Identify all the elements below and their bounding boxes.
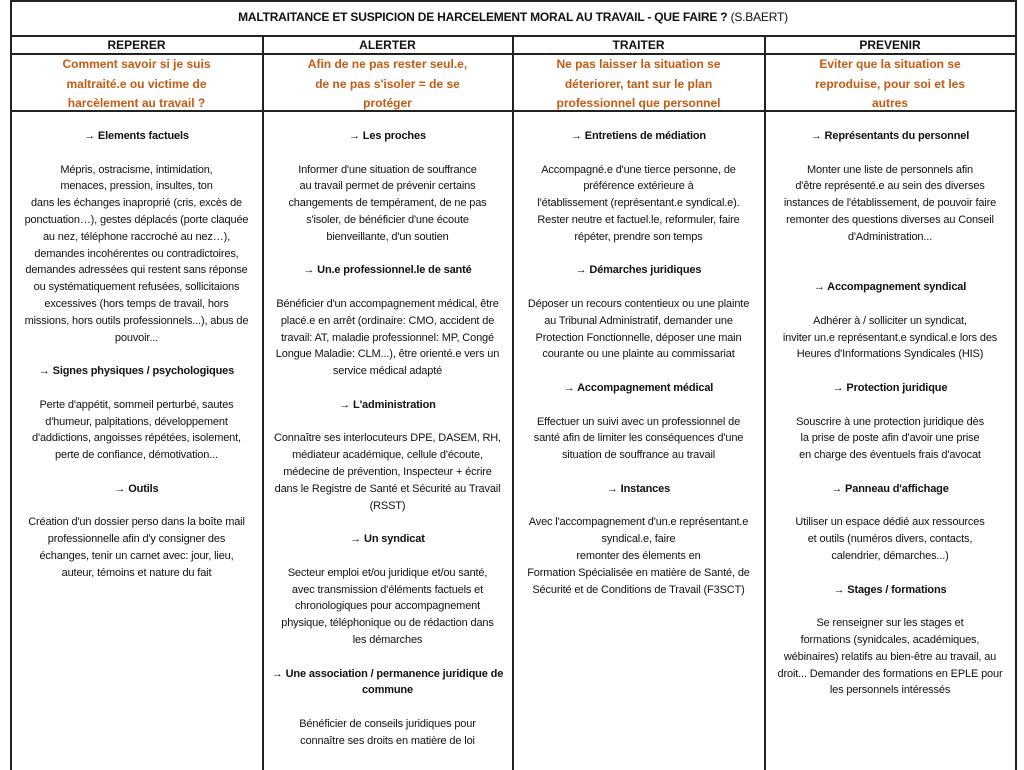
column-body-prevenir (765, 0, 1015, 770)
body-text-line (11, 464, 262, 481)
body-text-line: perte de confiance, démotivation... (55, 449, 218, 462)
body-text-line: remonter des questions diverses au Conseil (786, 214, 994, 226)
section-heading: commune (362, 684, 413, 697)
body-text-line (513, 498, 764, 515)
body-text-line: Perte d'appétit, sommeil perturbé, sautes (39, 398, 234, 411)
section-heading: → Entretiens de médiation (571, 130, 706, 142)
body-text-line: physique, téléphonique ou de rédaction dans (281, 617, 494, 630)
body-text-line: chronologiques pour accompagnement (294, 600, 481, 613)
body-text-line: les personnels intéressés (829, 684, 951, 697)
body-text-line: remonter des élements en (576, 550, 701, 562)
body-text-line: demandes incohérentes ou contradictoires, (34, 247, 239, 260)
body-text-line: Adhérer à / solliciter un syndicat, (813, 314, 967, 327)
body-text-line: préférence extérieure à (583, 180, 694, 193)
section-heading: → Représentants du personnel (810, 130, 970, 142)
body-text-line: (RSST) (369, 499, 406, 512)
body-text-line (765, 397, 1015, 414)
section-heading: → Un syndicat (350, 533, 425, 546)
body-text-line (11, 498, 262, 515)
body-text-line (765, 296, 1015, 313)
body-text-line (765, 246, 1015, 263)
section-heading: → Une association / permanence juridique de (271, 667, 504, 680)
body-text-line (11, 145, 262, 162)
body-text-line: répéter, prendre son temps (574, 230, 703, 243)
body-text-line (513, 397, 764, 414)
body-text-line: Déposer un recours contentieux ou une plainte (527, 298, 750, 310)
body-text-line (263, 279, 512, 296)
body-text-line: au Tribunal Administratif, demander une (544, 314, 733, 327)
body-text-line: dans le Registre de Santé et Sécurité au Travail (274, 482, 501, 495)
body-text-line: Utiliser un espace dédié aux ressources (795, 516, 985, 529)
column-body-reperer (11, 0, 262, 770)
body-text-line (263, 246, 512, 263)
body-text-line: Bénéficier d'un accompagnement médical, être (276, 298, 499, 310)
body-text-line (263, 414, 512, 431)
body-text-line: d'Administration... (847, 230, 933, 243)
body-text-line (11, 346, 262, 363)
body-text-line: les démarches (352, 634, 423, 646)
body-text-line (765, 464, 1015, 481)
body-text-line: d'addictions, angoisses répétées, isolement, (32, 432, 241, 445)
body-text-line: avec transmission d'éléments factuels et (291, 583, 484, 596)
body-text-line: bienveillante, d'un soutien (326, 230, 449, 243)
body-text-line: Monter une liste de personnels afin (807, 163, 973, 176)
subtitle-line: harcèlement au travail ? (67, 96, 206, 110)
table-border-right (1015, 0, 1017, 770)
body-text-line (765, 498, 1015, 515)
column-header-traiter: TRAITER (612, 38, 665, 52)
body-text-line (765, 598, 1015, 615)
body-text-line: Connaître ses interlocuteurs DPE, DASEM, RH, (274, 432, 501, 445)
body-text-line: santé afin de limiter les conséquences d'une (533, 432, 744, 445)
body-text-line: ponctuation…), gestes déplacés (porte claquée (24, 214, 249, 226)
body-text-line (11, 380, 262, 397)
subtitle-line: Ne pas laisser la situation se (556, 57, 721, 71)
column-body-traiter (513, 0, 764, 770)
body-text-line (263, 548, 512, 565)
subtitle-line: professionnel que personnel (556, 96, 721, 110)
body-text-line: service médical adapté (332, 365, 443, 378)
body-text-line: travail: AT, maladie professionnel: MP, Congé (281, 331, 494, 344)
section-heading: → Les proches (349, 130, 426, 142)
body-text-line: échanges, tenir un carnet avec: jour, lieu, (39, 550, 234, 562)
body-text-line: courante ou une plainte au commissariat (542, 348, 735, 361)
body-text-line (263, 380, 512, 397)
section-heading: → Accompagnement syndical (813, 281, 967, 294)
body-text-line (765, 145, 1015, 162)
body-text-line (263, 649, 512, 666)
body-text-line: Protection Fonctionnelle, déposer une main (535, 331, 742, 344)
body-text-line: Avec l'accompagnement d'un.e représentant.e (528, 516, 749, 529)
body-text-line: connaître ses droits en matière de loi (300, 734, 475, 747)
body-text-line: d'être représenté.e au sein des diverses (795, 180, 985, 193)
column-body-alerter (263, 0, 512, 770)
section-heading: → Accompagnement médical (563, 382, 714, 394)
body-text-line (513, 279, 764, 296)
column-header-prevenir: PREVENIR (859, 38, 921, 52)
body-text-line: Se renseigner sur les stages et (816, 617, 964, 630)
body-text-line: auteur, témoins et nature du fait (61, 566, 212, 579)
body-text-line: droit... Demander des formations en EPLE pour (777, 667, 1003, 680)
body-text-line (263, 699, 512, 716)
body-text-line: Formation Spécialisée en matière de Santé, de (527, 566, 750, 579)
body-text-line: Secteur emploi et/ou juridique et/ou santé, (287, 566, 488, 579)
section-heading: → Stages / formations (833, 583, 947, 596)
body-text-line: missions, hors outils professionnels...), abus de (24, 314, 249, 327)
body-text-line: d'humeur, palpitations, développement (45, 415, 228, 428)
body-text-line: placé.e en arrêt (ordinaire: CMO, accident de (280, 314, 495, 327)
subtitle-line: de ne pas s'isoler = de se (315, 76, 460, 91)
body-text-line: l'établissement (représentant.e syndical.e). (537, 197, 740, 210)
section-heading: → Instances (606, 482, 671, 495)
subtitle-line: reproduise, pour soi et les (814, 76, 966, 91)
body-text-line: Accompagné.e d'une tierce personne, de (541, 163, 736, 176)
body-text-line (263, 514, 512, 531)
body-text-line: Souscrire à une protection juridique dès (796, 415, 984, 428)
body-text-line: ou systématiquement refusées, sollicitaions (33, 281, 240, 294)
section-heading: → Signes physiques / psychologiques (38, 365, 235, 378)
body-text-line: situation de souffrance au travail (561, 449, 716, 462)
section-heading: → Elements factuels (84, 130, 189, 142)
body-text-line: Rester neutre et factuel.le, reformuler, faire (537, 214, 740, 226)
body-text-line: au nez, téléphone raccroché au nez…), (42, 230, 231, 243)
body-text-line: médiateur académique, cellule d'écoute, (292, 449, 483, 462)
body-text-line: inviter un.e représentant.e syndical.e lors des (782, 331, 998, 344)
body-text-line: Informer d'une situation de souffrance (298, 163, 477, 176)
section-heading: → Protection juridique (832, 382, 948, 394)
body-text-line: Effectuer un suivi avec un professionnel de (536, 415, 741, 428)
body-text-line (765, 565, 1015, 582)
body-text-line: menaces, pression, insultes, ton (60, 180, 213, 193)
column-header-reperer: REPERER (107, 38, 166, 52)
section-heading: → Un.e professionnel.le de santé (303, 264, 472, 277)
body-text-line: instances de l'établissement, de pouvoir faire (783, 197, 997, 210)
body-text-line (765, 262, 1015, 279)
body-text-line (513, 464, 764, 481)
subtitle-line: Afin de ne pas rester seul.e, (307, 57, 468, 71)
subtitle-line: Eviter que la situation se (819, 57, 961, 71)
body-text-line: syndical.e, faire (601, 533, 676, 546)
body-text-line: Heures d'Informations Syndicales (HIS) (796, 348, 984, 361)
body-text-line: médecine de prévention, Inspecteur + écrire (283, 466, 492, 478)
body-text-line: et outils (numéros divers, contacts, (807, 533, 973, 546)
body-text-line: professionnelle afin d'y consigner des (47, 533, 226, 546)
title-text: MALTRAITANCE ET SUSPICION DE HARCELEMENT MORAL AU TRAVAIL - QUE FAIRE ? (238, 10, 728, 24)
section-heading: → Outils (114, 482, 159, 495)
body-text-line: la prise de poste afin d'avoir une prise (800, 432, 980, 445)
title-author: (S.BAERT) (730, 10, 788, 24)
body-text-line (513, 363, 764, 380)
body-text-line: en charge des éventuels frais d'avocat (799, 449, 981, 462)
body-text-line: dans les échanges inaproprié (cris, excès de (30, 197, 243, 210)
body-text-line: wébinaires) relatifs au bien-être au travail, au (783, 650, 997, 663)
body-text-line (765, 363, 1015, 380)
body-text-line: Bénéficier de conseils juridiques pour (299, 718, 476, 730)
body-text-line (513, 246, 764, 263)
body-text-line: Longue Maladie: CLM...), être orienté.e vers un (275, 348, 500, 361)
body-text-line (263, 145, 512, 162)
body-text-line: pouvoir... (114, 331, 159, 344)
body-text-line: formations (synidcales, académiques, (800, 634, 980, 646)
body-text-line: excessives (hors temps de travail, hors (44, 298, 229, 310)
body-text-line: au travail permet de prévenir certains (299, 180, 476, 193)
body-text-line (513, 145, 764, 162)
subtitle-line: Comment savoir si je suis (62, 57, 211, 71)
body-text-line: changements de tempérament, de ne pas (288, 197, 487, 210)
body-text-line: demandes adressées qui restent sans réponse (25, 264, 248, 277)
body-text-line: Création d'un dossier perso dans la boîte mail (28, 516, 245, 529)
body-text-line: calendrier, démarches...) (831, 550, 949, 562)
body-text-line: s'isoler, de bénéficier d'une écoute (306, 214, 469, 226)
section-heading: → Panneau d'affichage (831, 482, 949, 495)
subtitle-line: déteriorer, tant sur le plan (564, 76, 713, 91)
body-text-line: Mépris, ostracisme, intimidation, (60, 163, 213, 176)
section-heading: → L'administration (339, 398, 436, 411)
column-header-alerter: ALERTER (359, 38, 416, 52)
section-heading: → Démarches juridiques (575, 264, 702, 277)
subtitle-line: autres (871, 96, 909, 110)
body-text-line: Sécurité et de Conditions de Travail (F3SCT) (532, 583, 745, 596)
subtitle-line: protéger (363, 96, 412, 110)
subtitle-line: maltraité.e ou victime de (66, 76, 207, 91)
